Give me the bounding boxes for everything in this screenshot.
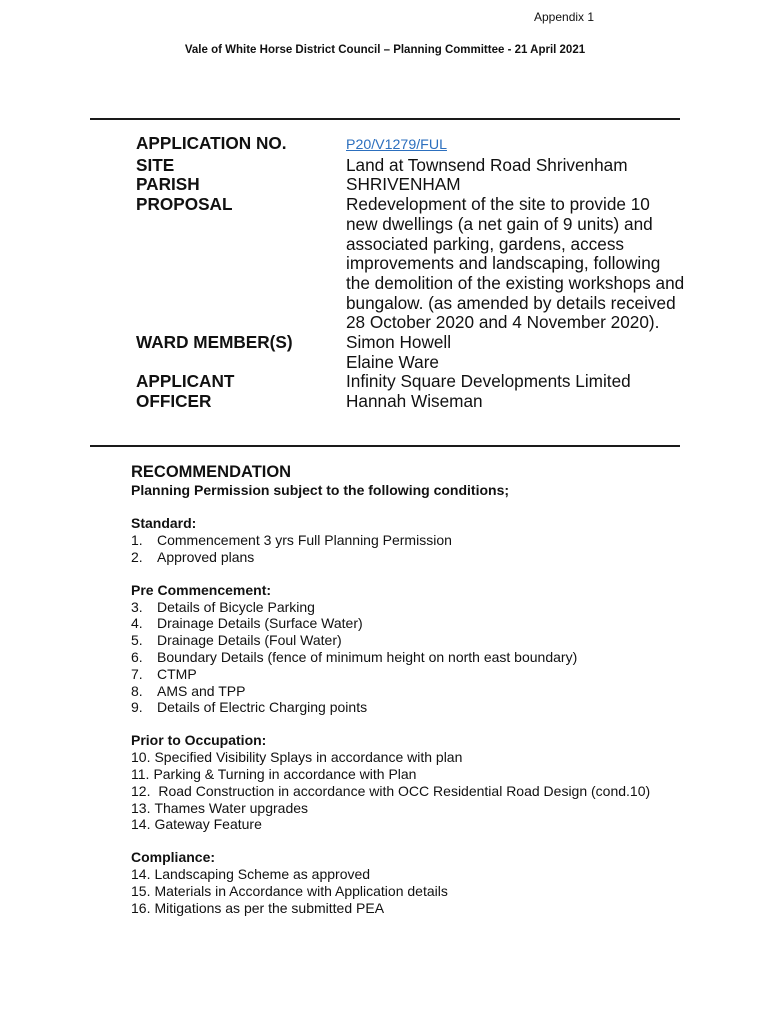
- conditions-pre-commencement: [131, 582, 691, 717]
- recommendation-subheading: Planning Permission subject to the following conditions;: [131, 482, 510, 498]
- proposal-label: PROPOSAL: [136, 194, 233, 215]
- applicant-label: APPLICANT: [136, 371, 235, 392]
- section-title: Compliance:: [131, 849, 216, 866]
- application-no-row: [136, 134, 686, 156]
- list-item: 7. CTMP: [131, 665, 197, 682]
- section-title: Prior to Occupation:: [131, 732, 267, 749]
- officer-value: Hannah Wiseman: [346, 391, 483, 412]
- parish-row: [136, 175, 686, 195]
- recommendation-heading: RECOMMENDATION: [131, 463, 292, 481]
- site-label: SITE: [136, 154, 175, 175]
- list-item: 14. Gateway Feature: [131, 816, 262, 833]
- officer-row: [136, 392, 686, 412]
- parish-value: SHRIVENHAM: [346, 174, 461, 195]
- conditions-compliance: [131, 849, 691, 916]
- application-no-link[interactable]: P20/V1279/FUL: [346, 137, 447, 153]
- ward-member-value: [346, 333, 686, 372]
- list-item: 13. Thames Water upgrades: [131, 799, 309, 816]
- list-item: 16. Mitigations as per the submitted PEA: [131, 899, 385, 916]
- list-item: 4. Drainage Details (Surface Water): [131, 615, 363, 632]
- section-title: Pre Commencement:: [131, 581, 272, 598]
- site-row: [136, 156, 686, 176]
- conditions-standard: [131, 515, 691, 566]
- section-title: Standard:: [131, 515, 197, 531]
- applicant-value: Infinity Square Developments Limited: [346, 371, 631, 392]
- list-item: 14. Landscaping Scheme as approved: [131, 866, 371, 883]
- list-item: 6. Boundary Details (fence of minimum height on north east boundary): [131, 648, 578, 665]
- document-header: Vale of White Horse District Council – Planning Committee - 21 April 2021: [184, 44, 586, 56]
- parish-label: PARISH: [136, 174, 200, 195]
- applicant-row: [136, 372, 686, 392]
- list-item: 15. Materials in Accordance with Application details: [131, 882, 448, 899]
- proposal-row: [136, 195, 686, 333]
- ward-member-row: [136, 333, 686, 372]
- list-item: 12. Road Construction in accordance with OCC Residential Road Design (cond.10): [131, 782, 651, 799]
- ward-member-label: WARD MEMBER(S): [136, 332, 293, 353]
- site-value: Land at Townsend Road Shrivenham: [346, 154, 628, 175]
- top-divider: [90, 118, 680, 120]
- list-item: 5. Drainage Details (Foul Water): [131, 632, 342, 649]
- ward-member-1: Simon Howell: [346, 332, 452, 353]
- list-item: 2. Approved plans: [131, 548, 255, 565]
- appendix-label: Appendix 1: [534, 10, 595, 24]
- application-details: [136, 134, 686, 412]
- list-item: 10. Specified Visibility Splays in accordance with plan: [131, 749, 463, 766]
- officer-label: OFFICER: [136, 391, 212, 412]
- ward-member-2: Elaine Ware: [346, 351, 439, 372]
- list-item: 9. Details of Electric Charging points: [131, 699, 368, 716]
- recommendation-section: [131, 462, 691, 917]
- list-item: 3. Details of Bicycle Parking: [131, 598, 315, 615]
- bottom-divider: [90, 445, 680, 447]
- list-item: 11. Parking & Turning in accordance with Plan: [131, 765, 417, 782]
- application-no-label: APPLICATION NO.: [136, 133, 287, 153]
- proposal-value: Redevelopment of the site to provide 10 new dwellings (a net gain of 9 units) and associated parking, gardens, access improvements and landscaping, following the demolition of the existing workshops and bungalow. (as amended by details received 28 October 2020 and 4 November 2020).: [346, 194, 685, 333]
- list-item: 8. AMS and TPP: [131, 682, 246, 699]
- list-item: 1. Commencement 3 yrs Full Planning Permission: [131, 532, 452, 548]
- conditions-prior-to-occupation: [131, 732, 691, 833]
